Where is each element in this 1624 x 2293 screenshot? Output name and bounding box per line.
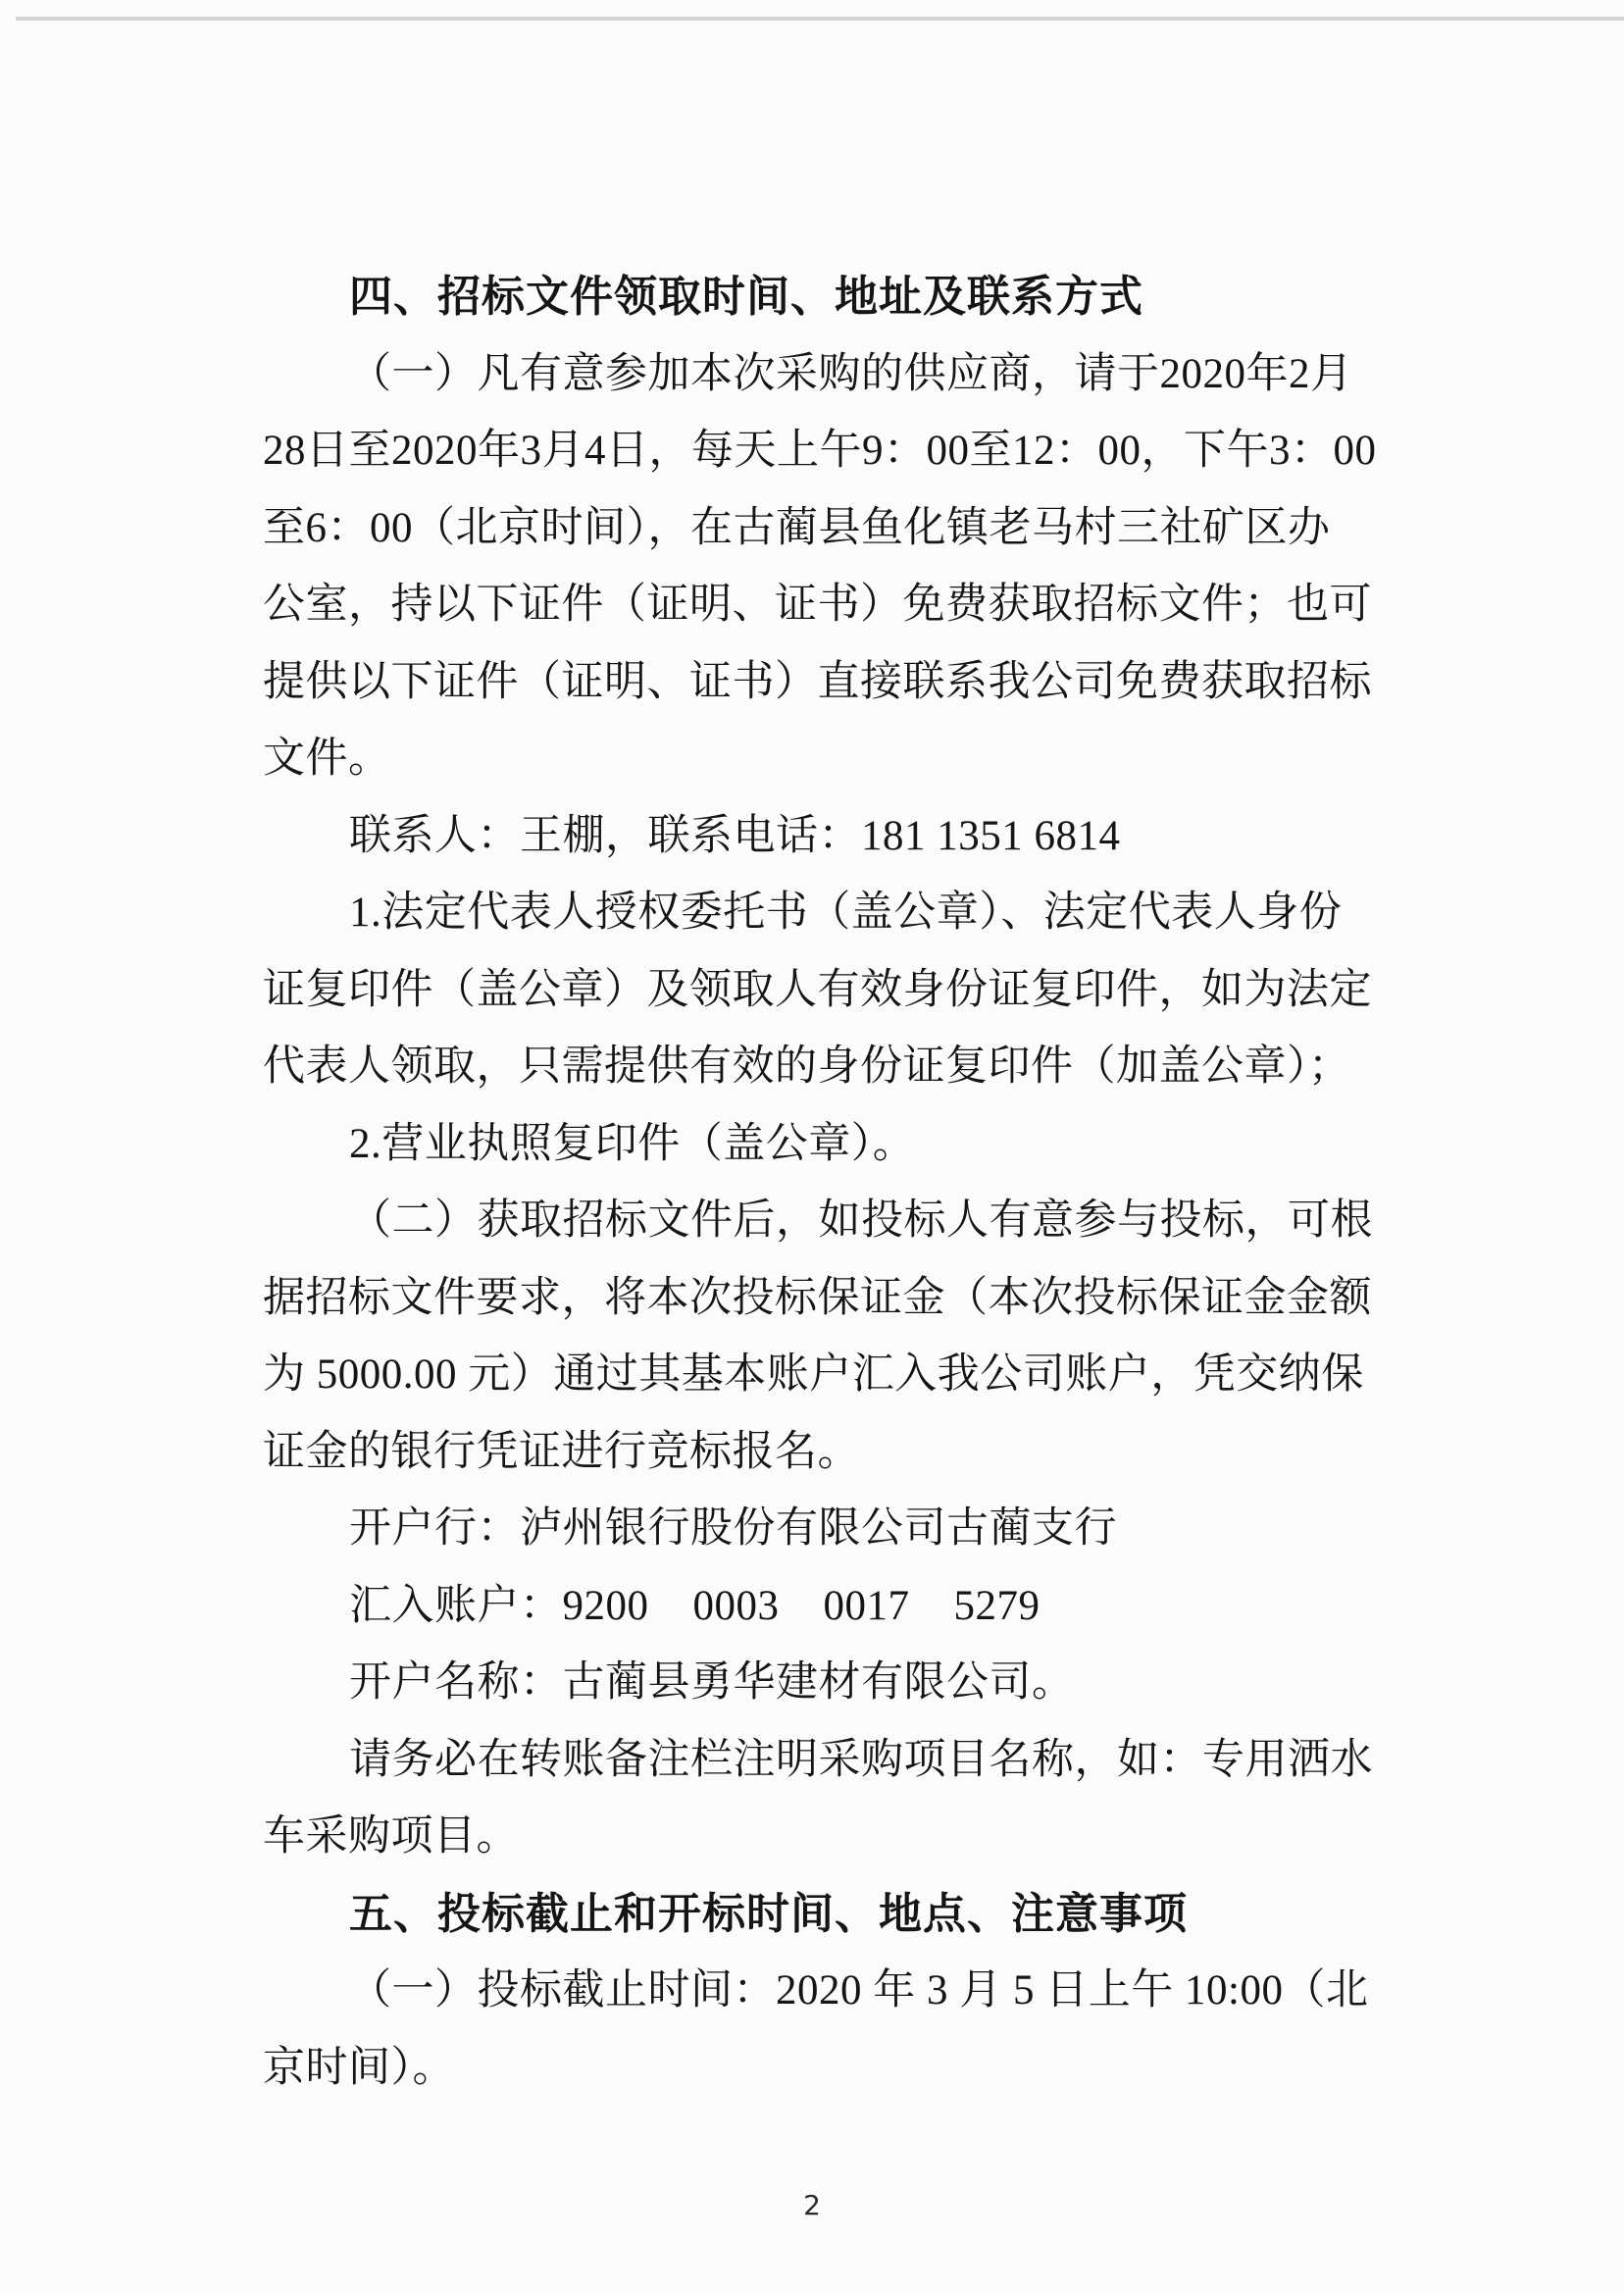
text-line: 证复印件（盖公章）及领取人有效身份证复印件，如为法定 bbox=[263, 966, 1372, 1013]
document-text bbox=[263, 259, 1377, 2107]
text-line: 文件。 bbox=[263, 736, 391, 782]
text-line: 提供以下证件（证明、证书）直接联系我公司免费获取招标 bbox=[263, 658, 1372, 705]
text-line: 京时间）。 bbox=[263, 2044, 455, 2091]
deadline-line: （一）投标截止时间：2020 年 3 月 5 日上午 10:00（北 bbox=[349, 1967, 1369, 2013]
page-number: 2 bbox=[803, 2189, 821, 2221]
text-line: 请务必在转账备注栏注明采购项目名称，如：专用洒水 bbox=[349, 1736, 1373, 1783]
section-heading-four: 四、招标文件领取时间、地址及联系方式 bbox=[349, 273, 1143, 321]
scan-edge-line bbox=[16, 17, 1624, 21]
text-line: 据招标文件要求，将本次投标保证金（本次投标保证金金额 bbox=[263, 1274, 1372, 1321]
account-number-line: 汇入账户：9200 0003 0017 5279 bbox=[349, 1582, 1040, 1629]
text-line: 为 5000.00 元）通过其基本账户汇入我公司账户，凭交纳保 bbox=[263, 1351, 1364, 1398]
section-heading-five: 五、投标截止和开标时间、地点、注意事项 bbox=[349, 1889, 1188, 1938]
text-line: 代表人领取，只需提供有效的身份证复印件（加盖公章）； bbox=[263, 1044, 1351, 1090]
text-line: 28日至2020年3月4日，每天上午9：00至12：00，下午3：00 bbox=[263, 428, 1377, 474]
list-item-2: 2.营业执照复印件（盖公章）。 bbox=[349, 1120, 916, 1167]
account-holder-line: 开户名称：古蔺县勇华建材有限公司。 bbox=[349, 1659, 1075, 1706]
bank-name-line: 开户行：泸州银行股份有限公司古蔺支行 bbox=[349, 1505, 1117, 1552]
text-line: 车采购项目。 bbox=[263, 1813, 519, 1860]
text-line: 公室，持以下证件（证明、证书）免费获取招标文件；也可 bbox=[263, 582, 1372, 628]
text-line: 至6：00（北京时间），在古蔺县鱼化镇老马村三社矿区办 bbox=[263, 504, 1331, 551]
text-line: （二）获取招标文件后，如投标人有意参与投标，可根 bbox=[349, 1197, 1373, 1244]
contact-info-line: 联系人：王棚，联系电话：181 1351 6814 bbox=[349, 812, 1121, 859]
text-line: （一）凡有意参加本次采购的供应商，请于2020年2月 bbox=[349, 350, 1353, 397]
list-item-1: 1.法定代表人授权委托书（盖公章）、法定代表人身份 bbox=[349, 890, 1343, 936]
text-line: 证金的银行凭证进行竞标报名。 bbox=[263, 1428, 860, 1475]
